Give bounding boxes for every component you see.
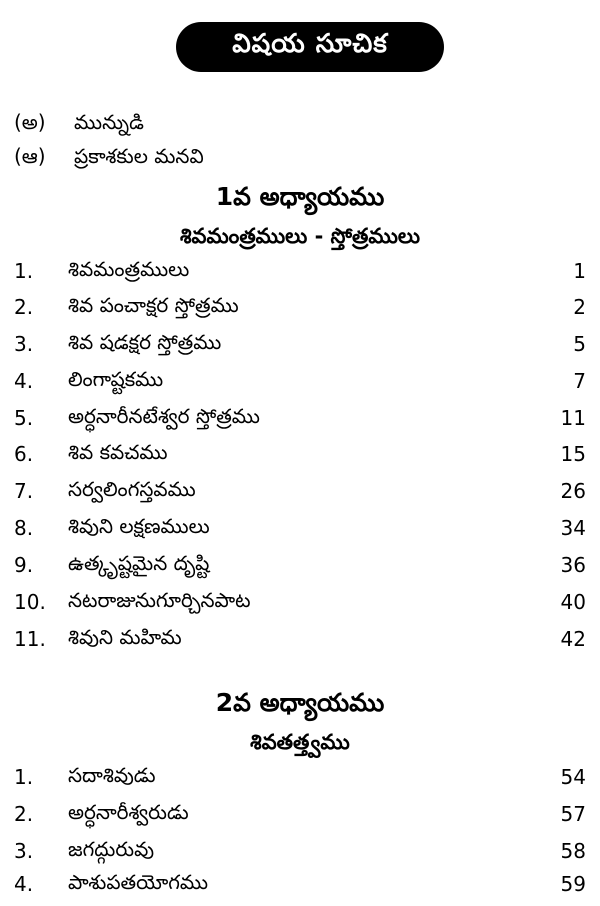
toc-page: 42 [560, 627, 586, 651]
toc-label: సదాశివుడు [68, 762, 156, 787]
contents-title-text: విషయ సూచిక [232, 29, 388, 59]
toc-label: లింగాష్టకము [68, 366, 164, 391]
preliminary-item[interactable] [14, 110, 144, 139]
toc-label: శివ కవచము [68, 439, 168, 464]
toc-row[interactable] [14, 363, 586, 399]
toc-row[interactable] [14, 584, 586, 620]
toc-page: 15 [560, 442, 586, 466]
toc-label: నటరాజునుగూర్చినపాట [68, 587, 251, 612]
toc-row[interactable] [14, 866, 586, 902]
toc-page: 58 [560, 839, 586, 863]
toc-row[interactable] [14, 796, 586, 832]
preliminary-mark: (అ) [14, 110, 46, 134]
toc-label: అర్ధనారీశ్వరుడు [68, 799, 189, 824]
toc-row[interactable] [14, 759, 586, 795]
toc-label: జగద్గురువు [68, 836, 155, 861]
chapter-heading: 1వ అధ్యాయము [215, 182, 385, 211]
toc-page: 54 [560, 765, 586, 789]
toc-number: 2. [14, 802, 34, 826]
toc-row[interactable] [14, 547, 586, 583]
preliminary-mark: (ఆ) [14, 144, 46, 168]
toc-page: 36 [560, 553, 586, 577]
toc-number: 3. [14, 839, 34, 863]
toc-row[interactable] [14, 436, 586, 472]
toc-page: 11 [560, 406, 586, 430]
toc-label: ఉత్కృష్టమైన దృష్టి [68, 550, 210, 575]
toc-label: శివ పంచాక్షర స్తోత్రము [68, 292, 239, 317]
toc-number: 10. [14, 590, 46, 614]
toc-row[interactable] [14, 253, 586, 289]
toc-number: 1. [14, 765, 34, 789]
toc-page: 59 [560, 872, 586, 896]
toc-number: 8. [14, 516, 34, 540]
toc-page: 1 [573, 259, 586, 283]
toc-page: 5 [573, 332, 586, 356]
toc-number: 5. [14, 406, 34, 430]
toc-number: 6. [14, 442, 34, 466]
toc-number: 3. [14, 332, 34, 356]
contents-title [176, 22, 444, 72]
toc-row[interactable] [14, 833, 586, 869]
preliminary-item[interactable] [14, 144, 204, 173]
toc-number: 9. [14, 553, 34, 577]
toc-row[interactable] [14, 326, 586, 362]
toc-page: 2 [573, 295, 586, 319]
toc-page: 7 [573, 369, 586, 393]
toc-number: 2. [14, 295, 34, 319]
toc-row[interactable] [14, 289, 586, 325]
preliminary-label: ప్రకాశకుల మనవి [74, 144, 204, 168]
toc-number: 11. [14, 627, 46, 651]
toc-number: 4. [14, 369, 34, 393]
toc-page: 34 [560, 516, 586, 540]
toc-label: సర్వలింగస్తవము [68, 476, 196, 501]
chapter-heading: 2వ అధ్యాయము [215, 688, 385, 717]
toc-label: పాశుపతయోగము [68, 869, 208, 894]
toc-row[interactable] [14, 621, 586, 657]
toc-label: శివుని మహిమ [68, 624, 182, 649]
toc-number: 1. [14, 259, 34, 283]
toc-number: 4. [14, 872, 34, 896]
toc-label: అర్ధనారీనటేశ్వర స్తోత్రము [68, 403, 260, 428]
toc-row[interactable] [14, 400, 586, 436]
toc-page: 40 [560, 590, 586, 614]
toc-number: 7. [14, 479, 34, 503]
chapter-subheading: శివతత్త్వము [250, 730, 350, 754]
toc-row[interactable] [14, 473, 586, 509]
toc-row[interactable] [14, 510, 586, 546]
toc-label: శివమంత్రములు [68, 256, 190, 281]
toc-page: 26 [560, 479, 586, 503]
preliminary-label: మున్నుడి [74, 110, 144, 134]
chapter-subheading: శివమంత్రములు - స్తోత్రములు [179, 224, 420, 248]
toc-page: 57 [560, 802, 586, 826]
toc-label: శివ షడక్షర స్తోత్రము [68, 329, 222, 354]
toc-label: శివుని లక్షణములు [68, 513, 210, 538]
